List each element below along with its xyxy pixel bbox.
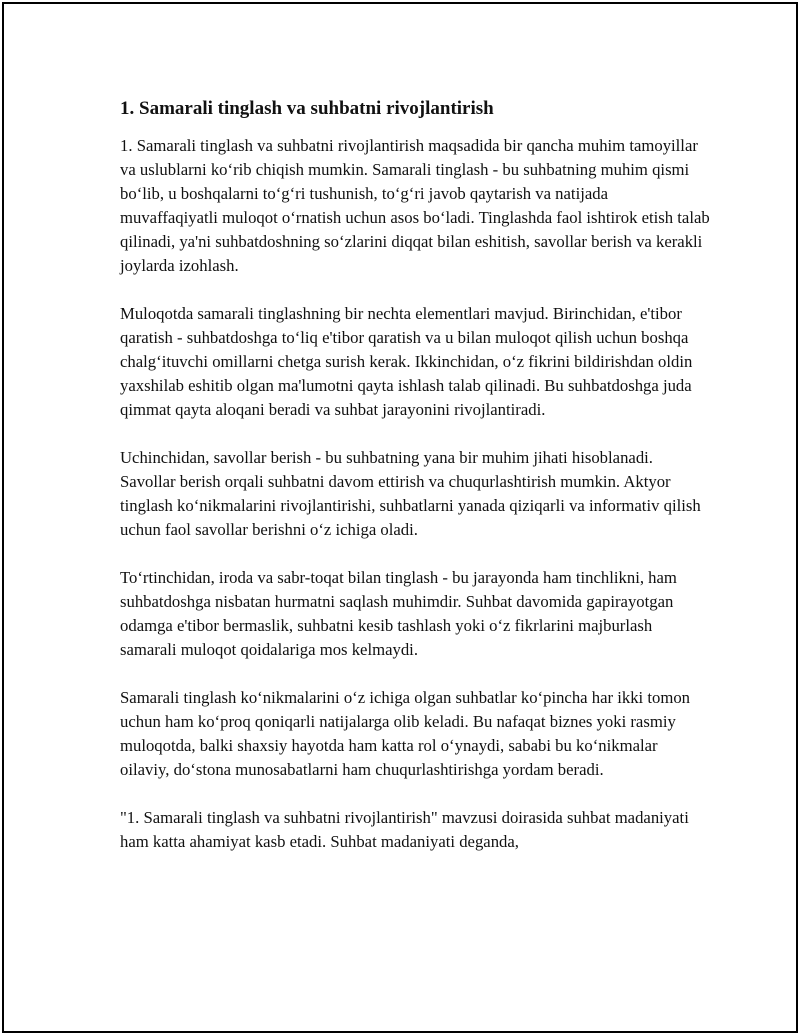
document-title: 1. Samarali tinglash va suhbatni rivojlantirish bbox=[120, 98, 494, 119]
paragraph-1: 1. Samarali tinglash va suhbatni rivojlantirish maqsadida bir qancha muhim tamoyillar va uslublarni koʻrib chiqish mumkin. Samarali tinglash - bu suhbatning muhim qismi boʻlib, u boshqalarni toʻgʻri tushunish, toʻgʻri javob qaytarish va natijada muvaffaqiyatli muloqot oʻrnatish uchun asos boʻladi. Tinglashda faol ishtirok etish talab qilinadi, ya'ni suhbatdoshning soʻzlarini diqqat bilan eshitish, savollar berish va kerakli joylarda izohlash. bbox=[120, 136, 710, 275]
paragraph-6: "1. Samarali tinglash va suhbatni rivojlantirish" mavzusi doirasida suhbat madaniyati ham katta ahamiyat kasb etadi. Suhbat madaniyati deganda, bbox=[120, 808, 689, 851]
paragraph-5: Samarali tinglash koʻnikmalarini oʻz ichiga olgan suhbatlar koʻpincha har ikki tomon uchun ham koʻproq qoniqarli natijalarga olib keladi. Bu nafaqat biznes yoki rasmiy muloqotda, balki shaxsiy hayotda ham katta rol oʻynaydi, sababi bu koʻnikmalar oilaviy, doʻstona munosabatlarni ham chuqurlashtirishga yordam beradi. bbox=[120, 688, 691, 779]
document-body bbox=[120, 96, 710, 878]
paragraph-2: Muloqotda samarali tinglashning bir nechta elementlari mavjud. Birinchidan, e'tibor qaratish - suhbatdoshga toʻliq e'tibor qaratish va u bilan muloqot qilish uchun boshqa chalgʻituvchi omillarni chetga surish kerak. Ikkinchidan, oʻz fikrini bildirishdan oldin yaxshilab eshitib olgan ma'lumotni qayta ishlash talab qilinadi. Bu suhbatdoshga juda qimmat qayta aloqani beradi va suhbat jarayonini rivojlantiradi. bbox=[120, 304, 693, 419]
page-frame bbox=[2, 2, 798, 1033]
paragraph-4: Toʻrtinchidan, iroda va sabr-toqat bilan tinglash - bu jarayonda ham tinchlikni, ham suhbatdoshga nisbatan hurmatni saqlash muhimdir. Suhbat davomida gapirayotgan odamga e'tibor bermaslik, suhbatni kesib tashlash yoki oʻz fikrlarini majburlash samarali muloqot qoidalariga mos kelmaydi. bbox=[120, 568, 677, 659]
paragraph-3: Uchinchidan, savollar berish - bu suhbatning yana bir muhim jihati hisoblanadi. Savollar berish orqali suhbatni davom ettirish va chuqurlashtirish mumkin. Aktyor tinglash koʻnikmalarini rivojlantirishi, suhbatlarni yanada qiziqarli va informativ qilish uchun faol savollar berishni oʻz ichiga oladi. bbox=[120, 448, 701, 539]
